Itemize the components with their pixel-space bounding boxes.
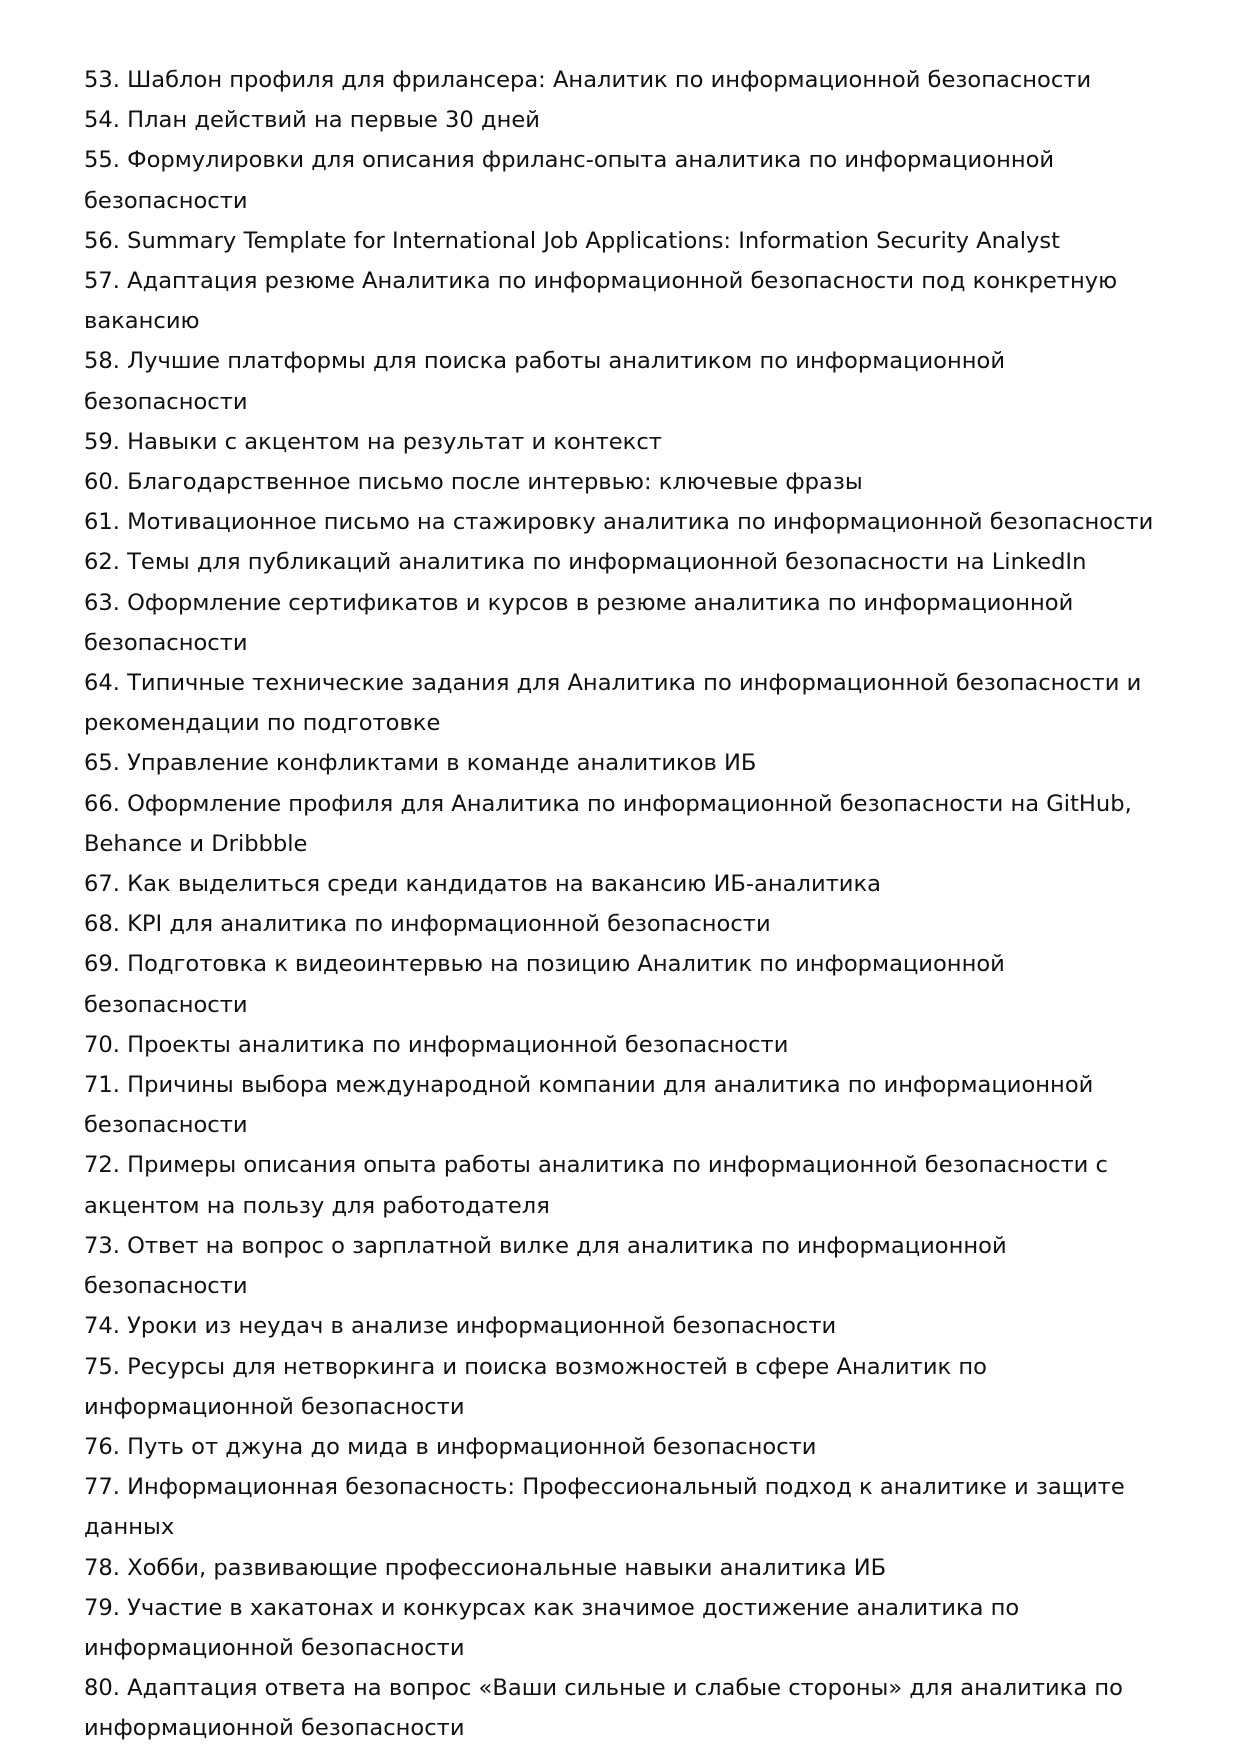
document-page	[84, 60, 1164, 1749]
list-item: 60. Благодарственное письмо после интервью: ключевые фразы	[84, 469, 863, 496]
list-item: 71. Причины выбора международной компании для аналитика по информационной безопасности	[84, 1072, 1094, 1139]
list-item: 75. Ресурсы для нетворкинга и поиска возможностей в сфере Аналитик по информационной безопасности	[84, 1353, 987, 1420]
list-item: 80. Адаптация ответа на вопрос «Ваши сильные и слабые стороны» для аналитика по информационной безопасности	[84, 1675, 1123, 1742]
list-item: 69. Подготовка к видеоинтервью на позицию Аналитик по информационной безопасности	[84, 951, 1005, 1018]
list-item: 59. Навыки с акцентом на результат и контекст	[84, 428, 662, 455]
toc-list	[84, 60, 1164, 1749]
list-item: 56. Summary Template for International Job Applications: Information Security Analyst	[84, 227, 1061, 254]
list-item: 74. Уроки из неудач в анализе информационной безопасности	[84, 1313, 837, 1340]
list-item: 77. Информационная безопасность: Профессиональный подход к аналитике и защите данных	[84, 1474, 1125, 1541]
list-item: 64. Типичные технические задания для Аналитика по информационной безопасности и рекомендации по подготовке	[84, 670, 1142, 737]
list-item: 67. Как выделиться среди кандидатов на вакансию ИБ-аналитика	[84, 871, 881, 898]
list-item: 73. Ответ на вопрос о зарплатной вилке для аналитика по информационной безопасности	[84, 1232, 1007, 1300]
list-item: 55. Формулировки для описания фриланс-опыта аналитика по информационной безопасности	[84, 147, 1055, 214]
list-item: 57. Адаптация резюме Аналитика по информационной безопасности под конкретную вакансию	[84, 268, 1118, 335]
list-item: 66. Оформление профиля для Аналитика по информационной безопасности на GitHub, Behance и Dribbble	[84, 790, 1132, 857]
list-item: 54. План действий на первые 30 дней	[84, 107, 540, 134]
list-item: 70. Проекты аналитика по информационной безопасности	[84, 1031, 789, 1058]
list-item: 68. KPI для аналитика по информационной безопасности	[84, 911, 771, 938]
list-item: 53. Шаблон профиля для фрилансера: Аналитик по информационной безопасности	[84, 67, 1092, 93]
list-item: 63. Оформление сертификатов и курсов в резюме аналитика по информационной безопасности	[84, 589, 1074, 656]
list-item: 72. Примеры описания опыта работы аналитика по информационной безопасности с акцентом на пользу для работодателя	[84, 1152, 1108, 1219]
list-item: 58. Лучшие платформы для поиска работы аналитиком по информационной безопасности	[84, 348, 1006, 415]
list-item: 62. Темы для публикаций аналитика по информационной безопасности на LinkedIn	[84, 549, 1087, 576]
list-item: 65. Управление конфликтами в команде аналитиков ИБ	[84, 750, 757, 777]
list-item: 78. Хобби, развивающие профессиональные навыки аналитика ИБ	[84, 1554, 887, 1581]
list-item: 76. Путь от джуна до мида в информационной безопасности	[84, 1433, 817, 1460]
list-item: 61. Мотивационное письмо на стажировку аналитика по информационной безопасности	[84, 509, 1154, 536]
list-item: 79. Участие в хакатонах и конкурсах как значимое достижение аналитика по информационной безопасности	[84, 1594, 1020, 1661]
